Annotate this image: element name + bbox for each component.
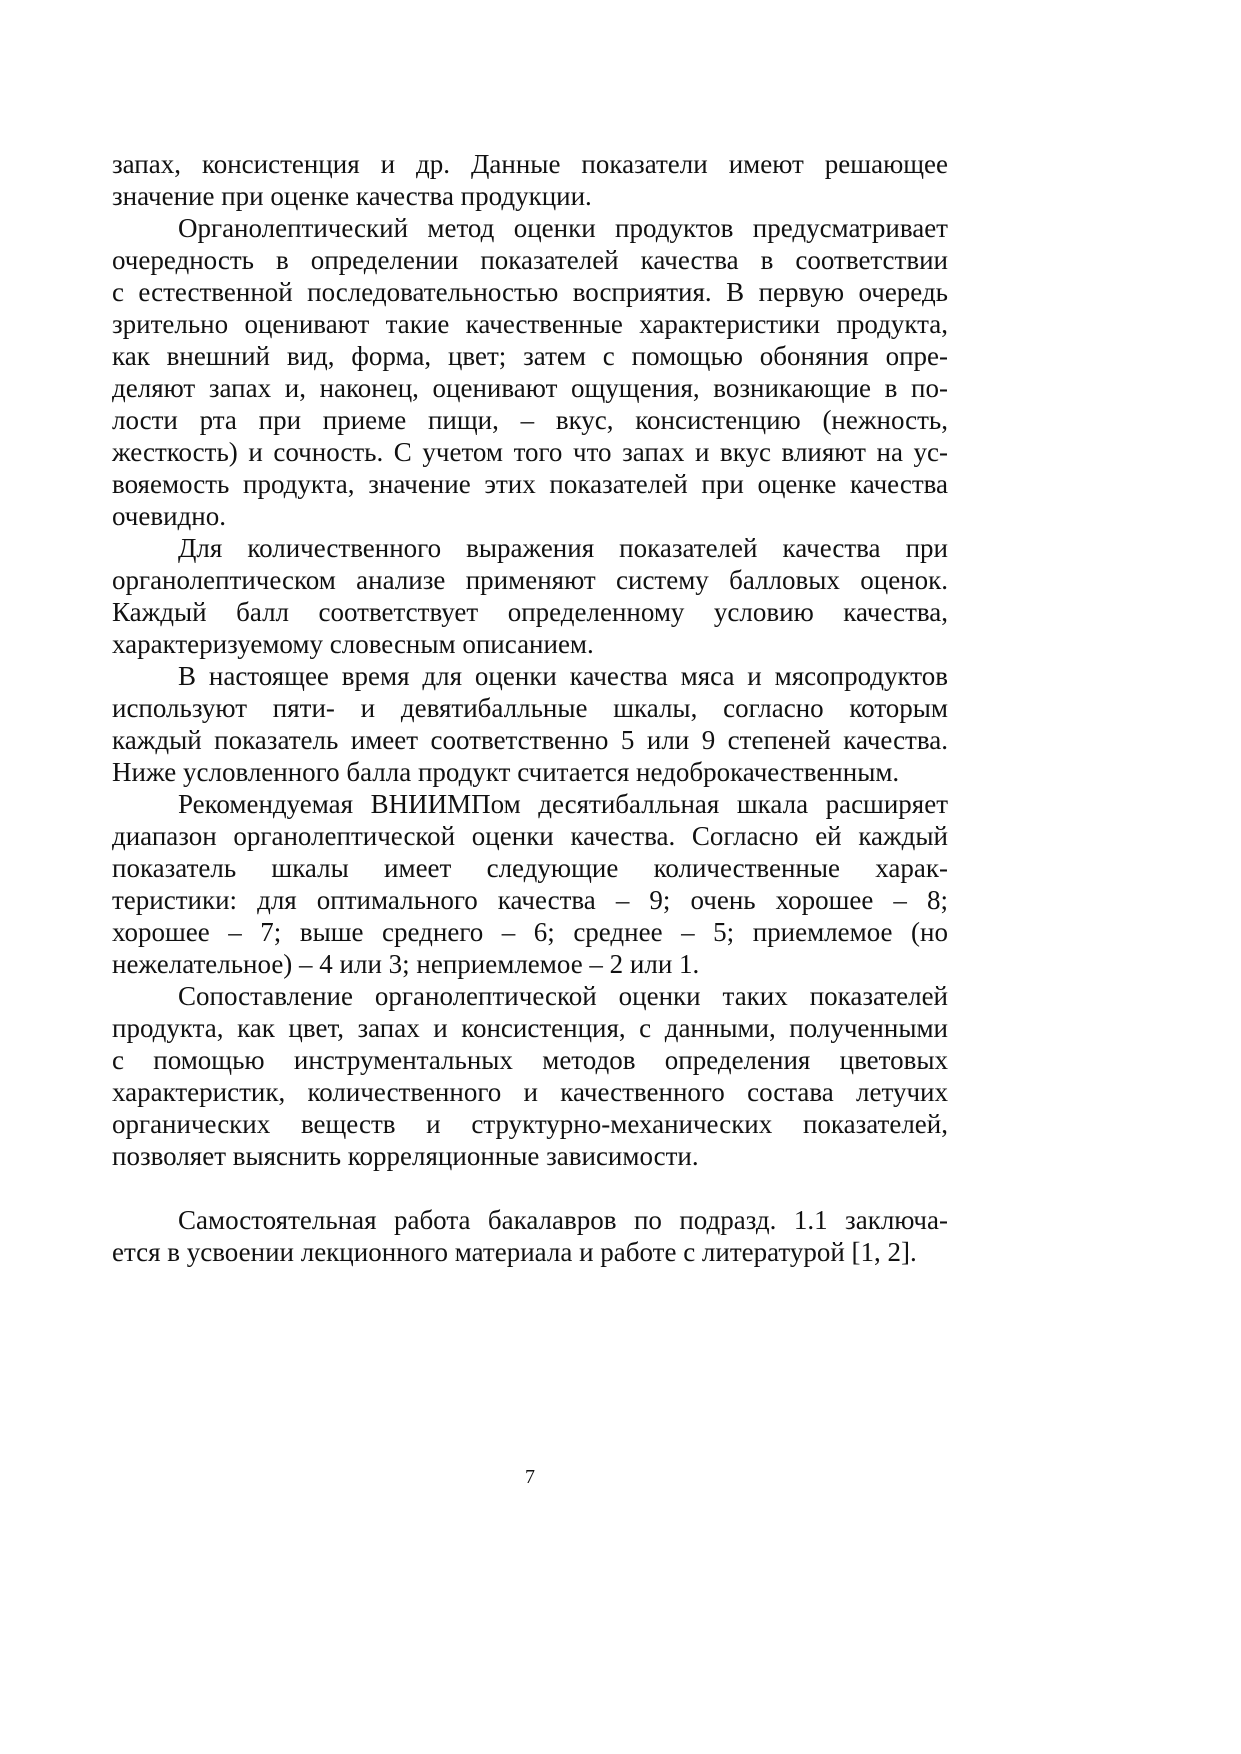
text-line: значение при оценке качества продукции. <box>112 181 592 211</box>
text-line: ется в усвоении лекционного материала и работе с литературой [1, 2]. <box>112 1237 917 1267</box>
text-line: лости рта при приеме пищи, – вкус, консистенцию (нежность, <box>112 405 948 435</box>
text-line: позволяет выяснить корреляционные зависимости. <box>112 1141 699 1171</box>
text-line: каждый показатель имеет соответственно 5 или 9 степеней качества. <box>112 725 948 755</box>
paragraph <box>112 532 948 660</box>
text-line: Органолептический метод оценки продуктов предусматривает <box>178 213 948 243</box>
text-line: зрительно оценивают такие качественные характеристики продукта, <box>112 309 948 339</box>
text-line: диапазон органолептической оценки качества. Согласно ей каждый <box>112 821 948 851</box>
text-line: Сопоставление органолептической оценки таких показателей <box>178 981 948 1011</box>
text-line: Рекомендуемая ВНИИМПом десятибалльная шкала расширяет <box>178 789 948 819</box>
text-line: используют пяти- и девятибалльные шкалы, согласно которым <box>112 693 948 723</box>
text-line: запах, консистенция и др. Данные показатели имеют решающее <box>112 149 948 179</box>
text-line: с помощью инструментальных методов определения цветовых <box>112 1045 948 1075</box>
text-line: Ниже условленного балла продукт считается недоброкачественным. <box>112 757 900 787</box>
text-line: органолептическом анализе применяют систему балловых оценок. <box>112 565 948 595</box>
paragraph <box>112 980 948 1172</box>
text-line: как внешний вид, форма, цвет; затем с помощью обоняния опре- <box>112 341 948 371</box>
text-line: нежелательное) – 4 или 3; неприемлемое – 2 или 1. <box>112 949 700 979</box>
paragraph <box>112 148 948 212</box>
text-line: характеризуемому словесным описанием. <box>112 629 594 659</box>
text-line: деляют запах и, наконец, оценивают ощущения, возникающие в по- <box>112 373 948 403</box>
text-line: очередность в определении показателей качества в соответствии <box>112 245 948 275</box>
text-line: В настоящее время для оценки качества мяса и мясопродуктов <box>178 661 948 691</box>
text-line: жесткость) и сочность. С учетом того что запах и вкус влияют на ус- <box>112 437 948 467</box>
page-number: 7 <box>525 1466 535 1488</box>
paragraph <box>112 212 948 532</box>
text-line: теристики: для оптимального качества – 9; очень хорошее – 8; <box>112 885 948 915</box>
text-line: характеристик, количественного и качественного состава летучих <box>112 1077 948 1107</box>
text-line: показатель шкалы имеет следующие количественные харак- <box>112 853 948 883</box>
paragraph <box>112 1204 948 1268</box>
text-line: продукта, как цвет, запах и консистенция, с данными, полученными <box>112 1013 948 1043</box>
text-line: Каждый балл соответствует определенному условию качества, <box>112 597 948 627</box>
text-line: с естественной последовательностью восприятия. В первую очередь <box>112 277 948 307</box>
paragraph-gap <box>112 1172 948 1204</box>
text-line: вояемость продукта, значение этих показателей при оценке качества <box>112 469 948 499</box>
document-body <box>112 148 948 1268</box>
paragraph <box>112 660 948 788</box>
text-line: очевидно. <box>112 501 226 531</box>
text-line: Самостоятельная работа бакалавров по подразд. 1.1 заключа- <box>178 1205 948 1235</box>
paragraph <box>112 788 948 980</box>
text-line: органических веществ и структурно-механических показателей, <box>112 1109 948 1139</box>
text-line: Для количественного выражения показателей качества при <box>178 533 948 563</box>
text-line: хорошее – 7; выше среднего – 6; среднее – 5; приемлемое (но <box>112 917 948 947</box>
